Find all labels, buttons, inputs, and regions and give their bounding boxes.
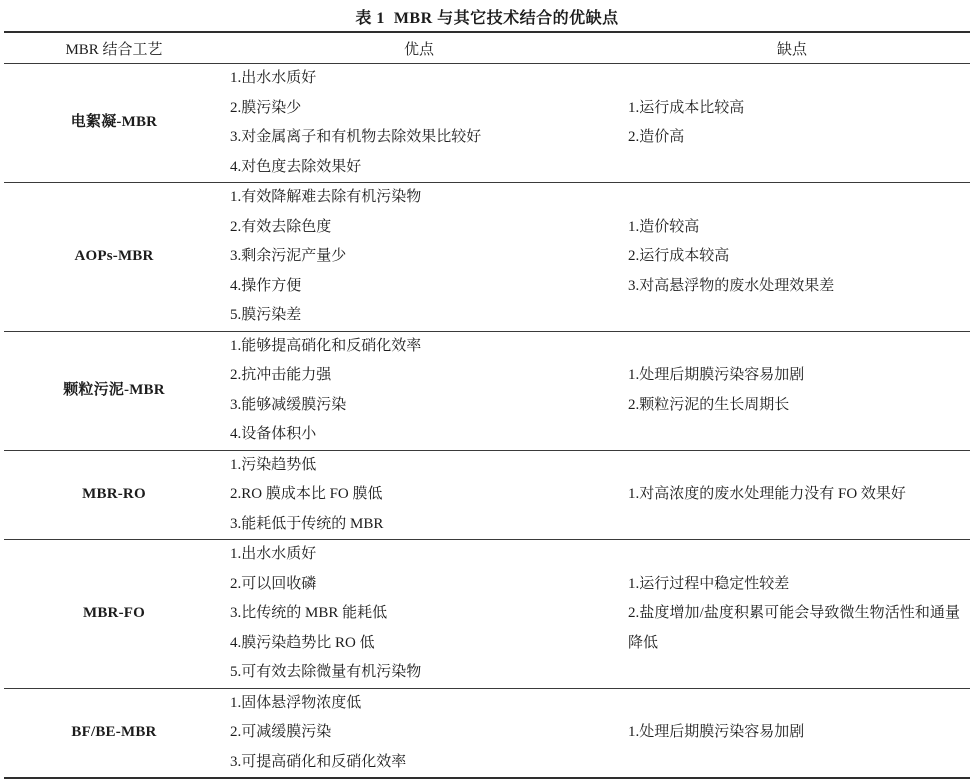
advantage-item: 2.膜污染少 <box>230 99 302 116</box>
advantage-item: 3.对金属离子和有机物去除效果比较好 <box>230 129 482 145</box>
disadvantage-item: 2.运行成本较高 <box>628 248 730 264</box>
advantage-item: 1.出水水质好 <box>230 546 317 562</box>
advantage-item: 4.操作方便 <box>230 277 302 294</box>
disadvantage-item: 1.处理后期膜污染容易加剧 <box>628 367 805 383</box>
advantage-item: 3.能耗低于传统的 MBR <box>230 515 384 532</box>
column-header-disadvantages: 缺点 <box>776 41 807 58</box>
disadvantage-item: 2.颗粒污泥的生长周期长 <box>628 396 790 413</box>
advantage-item: 3.能够减缓膜污染 <box>230 396 347 413</box>
advantage-item: 1.出水水质好 <box>230 70 317 86</box>
advantage-item: 1.能够提高硝化和反硝化效率 <box>230 337 422 354</box>
disadvantages-cell <box>614 332 970 450</box>
column-header-process: MBR 结合工艺 <box>65 41 163 58</box>
process-name: MBR-FO <box>82 605 146 621</box>
disadvantage-item: 1.对高浓度的废水处理能力没有 FO 效果好 <box>628 486 906 502</box>
advantage-item: 1.固体悬浮物浓度低 <box>230 694 362 711</box>
disadvantages-cell <box>614 689 970 778</box>
table-row <box>4 182 970 331</box>
advantage-item: 2.抗冲击能力强 <box>230 367 332 383</box>
table-header-row <box>4 33 970 64</box>
advantage-item: 2.RO 膜成本比 FO 膜低 <box>230 486 383 502</box>
disadvantages-cell <box>614 64 970 182</box>
advantage-item: 5.膜污染差 <box>230 307 302 323</box>
advantage-item: 2.可以回收磷 <box>230 575 317 592</box>
disadvantages-cell <box>614 540 970 688</box>
advantage-item: 1.有效降解难去除有机污染物 <box>230 189 422 205</box>
disadvantage-item: 1.运行成本比较高 <box>628 99 745 116</box>
advantages-cell <box>224 64 614 182</box>
table-title: 表 1 MBR 与其它技术结合的优缺点 <box>355 10 619 27</box>
table-row <box>4 64 970 182</box>
advantage-item: 1.污染趋势低 <box>230 456 317 473</box>
advantage-item: 2.可减缓膜污染 <box>230 724 332 740</box>
advantage-item: 4.膜污染趋势比 RO 低 <box>230 634 375 651</box>
table-row <box>4 688 970 778</box>
process-name: BF/BE-MBR <box>71 724 157 740</box>
table-body <box>4 64 970 777</box>
advantage-item: 3.比传统的 MBR 能耗低 <box>230 605 388 621</box>
advantages-cell <box>224 451 614 540</box>
disadvantage-item: 1.造价较高 <box>628 218 700 235</box>
mbr-comparison-table <box>4 31 970 779</box>
advantage-item: 2.有效去除色度 <box>230 218 332 235</box>
advantage-item: 5.可有效去除微量有机污染物 <box>230 664 422 680</box>
disadvantage-item: 1.处理后期膜污染容易加剧 <box>628 724 805 740</box>
advantage-item: 3.可提高硝化和反硝化效率 <box>230 753 407 770</box>
advantage-item: 4.对色度去除效果好 <box>230 158 362 175</box>
process-name: 颗粒污泥-MBR <box>63 381 165 398</box>
column-header-advantages: 优点 <box>403 41 434 58</box>
table-row <box>4 331 970 450</box>
advantages-cell <box>224 183 614 331</box>
disadvantage-item: 2.盐度增加/盐度积累可能会导致微生物活性和通量降低 <box>628 605 960 651</box>
disadvantage-item: 2.造价高 <box>628 129 685 145</box>
advantages-cell <box>224 540 614 688</box>
process-name: 电絮凝-MBR <box>70 114 158 131</box>
disadvantage-item: 1.运行过程中稳定性较差 <box>628 575 790 592</box>
disadvantages-cell <box>614 451 970 540</box>
advantages-cell <box>224 689 614 778</box>
table-row <box>4 539 970 688</box>
advantage-item: 4.设备体积小 <box>230 426 317 442</box>
advantage-item: 3.剩余污泥产量少 <box>230 248 347 264</box>
disadvantages-cell <box>614 183 970 331</box>
advantages-cell <box>224 332 614 450</box>
table-row <box>4 450 970 540</box>
disadvantage-item: 3.对高悬浮物的废水处理效果差 <box>628 277 835 294</box>
process-name: AOPs-MBR <box>74 248 154 264</box>
process-name: MBR-RO <box>82 486 146 502</box>
